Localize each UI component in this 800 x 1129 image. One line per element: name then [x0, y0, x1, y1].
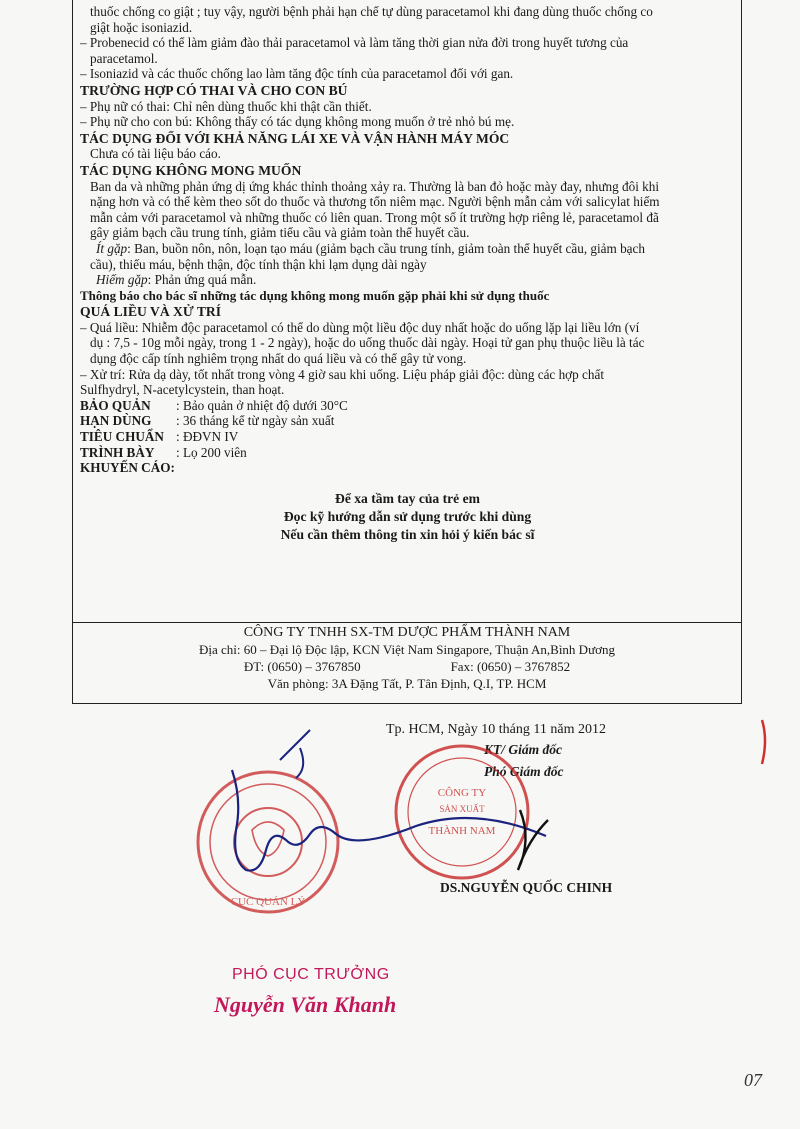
text-line: – Phụ nữ có thai: Chỉ nên dùng thuốc khi thật cần thiết. [80, 98, 372, 114]
page-mark: 07 [744, 1070, 762, 1090]
text-line: giật hoặc isoniazid. [90, 19, 193, 35]
official-title: PHÓ CỤC TRƯỞNG [232, 966, 390, 983]
margin-mark [762, 720, 765, 764]
very-rare-text: : Phản ứng quá mẫn. [147, 272, 257, 288]
text-line: – Phụ nữ cho con bú: Không thấy có tác dụng không mong muốn ở trẻ nhỏ bú mẹ. [80, 114, 515, 130]
text-line: mẫn cảm với paracetamol và những thuốc có liên quan. Trong một số ít trường hợp riêng lẻ, paracetamol đã [90, 209, 659, 225]
svg-text:THÀNH NAM: THÀNH NAM [428, 825, 496, 837]
adverse-heading: TÁC DỤNG KHÔNG MONG MUỐN [80, 162, 302, 178]
spec-value: : Bảo quản ở nhiệt độ dưới 30°C [176, 397, 348, 413]
spec-value: : 36 tháng kể từ ngày sản xuất [176, 413, 335, 429]
svg-text:CÔNG TY: CÔNG TY [437, 787, 487, 799]
signer-name: DS.NGUYỄN QUỐC CHINH [440, 880, 613, 895]
svg-text:SẢN XUẤT: SẢN XUẤT [439, 804, 485, 814]
company-phone: ĐT: (0650) – 3767850 [243, 659, 361, 674]
deputy-title: Phó Giám đốc [484, 764, 564, 779]
spec-key: TIÊU CHUẨN [80, 429, 164, 445]
text-line: Chưa có tài liệu báo cáo. [90, 146, 221, 162]
text-line: – Isoniazid và các thuốc chống lao làm tăng độc tính của paracetamol đối với gan. [80, 66, 514, 82]
company-name: CÔNG TY TNHH SX-TM DƯỢC PHẨM THÀNH NAM [243, 625, 571, 640]
text-line: gây giảm bạch cầu trung tính, giảm tiểu cầu và giảm toàn thể huyết cầu. [90, 225, 470, 241]
signature-left-mark [280, 730, 310, 778]
rare-label: Ít gặp [96, 240, 128, 256]
text-line: paracetamol. [90, 50, 158, 66]
seal-right [396, 746, 528, 878]
warning-line: Nếu cần thêm thông tin xin hỏi ý kiến bác sĩ [280, 526, 535, 542]
pregnancy-heading: TRƯỜNG HỢP CÓ THAI VÀ CHO CON BÚ [80, 82, 348, 98]
spec-key: KHUYẾN CÁO: [80, 460, 175, 476]
spec-key: BẢO QUẢN [80, 397, 151, 413]
text-line: cầu), thiếu máu, bệnh thận, độc tính thận khi lạm dụng dài ngày [90, 256, 427, 272]
spec-value: : ĐĐVN IV [176, 429, 239, 445]
driving-heading: TÁC DỤNG ĐỐI VỚI KHẢ NĂNG LÁI XE VÀ VẬN HÀNH MÁY MÓC [80, 130, 510, 146]
text-line: – Quá liều: Nhiễm độc paracetamol có thể do dùng một liều độc duy nhất hoặc do uống lặp lại liều lớn (ví [80, 319, 640, 335]
company-office: Văn phòng: 3A Đặng Tất, P. Tân Định, Q.I, TP. HCM [267, 676, 547, 691]
director-title: KT/ Giám đốc [484, 742, 562, 757]
official-name: Nguyễn Văn Khanh [214, 992, 397, 1017]
text-line: Ban da và những phản ứng dị ứng khác thỉnh thoảng xảy ra. Thường là ban đỏ hoặc mày đay, nhưng đôi khi [90, 178, 659, 194]
text-line: dụng độc cấp tính nghiêm trọng nhất do quá liều và có thể gây tử vong. [90, 351, 467, 367]
company-address: Địa chỉ: 60 – Đại lộ Độc lập, KCN Việt Nam Singapore, Thuận An,Bình Dương [199, 642, 615, 657]
spec-value: : Lọ 200 viên [176, 444, 247, 460]
very-rare-label: Hiếm gặp [96, 272, 148, 288]
warning-line: Đọc kỹ hướng dẫn sử dụng trước khi dùng [283, 508, 532, 524]
warning-line: Để xa tầm tay của trẻ em [335, 490, 480, 506]
notice-line: Thông báo cho bác sĩ những tác dụng không mong muốn gặp phải khi sử dụng thuốc [80, 287, 550, 303]
text-line: Sulfhydryl, N-acetylcystein, than hoạt. [80, 382, 285, 398]
overdose-heading: QUÁ LIỀU VÀ XỬ TRÍ [80, 304, 221, 320]
spec-key: HẠN DÙNG [80, 413, 152, 429]
company-fax: Fax: (0650) – 3767852 [450, 659, 571, 674]
text-line: thuốc chống co giật ; tuy vậy, người bệnh phải hạn chế tự dùng paracetamol khi đang dùng thuốc chống co [90, 4, 653, 19]
text-line: – Xử trí: Rửa dạ dày, tốt nhất trong vòng 4 giờ sau khi uống. Liệu pháp giải độc: dùng các hợp chất [80, 366, 605, 382]
date-line: Tp. HCM, Ngày 10 tháng 11 năm 2012 [386, 722, 606, 737]
seal-left-text: CỤC QUẢN LÝ [230, 896, 306, 908]
text-line: – Probenecid có thể làm giảm đào thải paracetamol và làm tăng thời gian nửa đời trong huyết tương của [80, 35, 629, 51]
rare-text: : Ban, buồn nôn, nôn, loạn tạo máu (giảm bạch cầu trung tính, giảm toàn thể huyết cầu, giảm bạch [127, 240, 645, 256]
text-line: nặng hơn và có thể kèm theo sốt do thuốc và thương tổn niêm mạc. Người bệnh mẫn cảm với salicylat hiếm [90, 194, 660, 210]
text-line: dụ : 7,5 - 10g mỗi ngày, trong 1 - 2 ngày), hoặc do uống thuốc dài ngày. Hoại tử gan phụ thuộc liều là tác [90, 335, 645, 351]
spec-key: TRÌNH BÀY [80, 444, 155, 460]
